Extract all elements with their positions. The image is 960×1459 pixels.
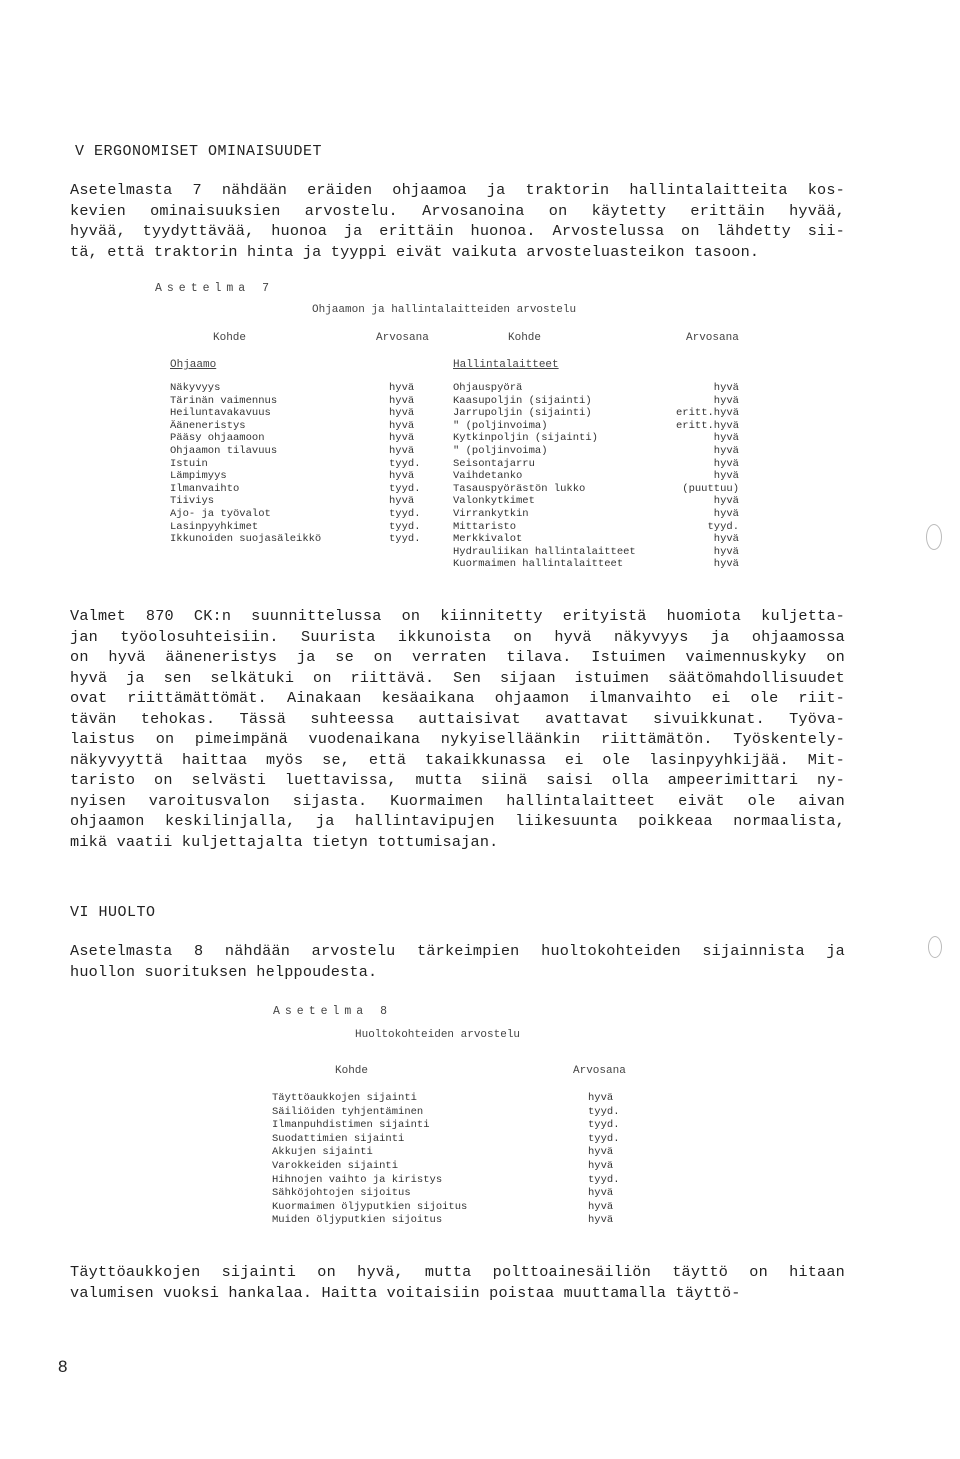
maintenance-intro-paragraph [70, 941, 845, 982]
table-cell: hyvä [389, 382, 415, 394]
table-cell: Ikkunoiden suojasäleikkö [170, 533, 322, 546]
table-cell: hyvä [588, 1146, 614, 1159]
table-cell: Hydrauliikan hallintalaitteet [453, 545, 636, 558]
table-cell: Muiden öljyputkien sijoitus [272, 1214, 443, 1227]
table-cell: eritt.hyvä [675, 419, 739, 432]
text-line: valumisen vuoksi hankalaa. Haitta voitaisiin poistaa muuttamalla täyttö- [70, 1283, 741, 1302]
table-cell: Säiliöiden tyhjentäminen [272, 1105, 424, 1118]
table-cell: Tiiviys [170, 495, 215, 508]
table-cell: " (poljinvoima) [453, 419, 548, 432]
table-cell: Täyttöaukkojen sijainti [272, 1092, 417, 1104]
table-cell: Näkyvyys [170, 382, 221, 394]
right-grade-column [640, 382, 739, 571]
page-number: 8 [58, 1357, 68, 1376]
table-cell: hyvä [713, 457, 739, 470]
intro-paragraph [70, 180, 845, 262]
table-cell: hyvä [389, 419, 415, 432]
left-item-column [170, 382, 321, 546]
table-cell: hyvä [713, 444, 739, 457]
column-header-arvosana-left: Arvosana [376, 332, 429, 344]
text-line: Täyttöaukkojen sijainti on hyvä, mutta polttoainesäiliön täyttö on hitaan [70, 1263, 845, 1281]
table-cell: Ohjaamon tilavuus [170, 444, 278, 457]
table-cell: Lasinpyyhkimet [170, 520, 259, 533]
text-line: laistus on pimeimpänä vuodenaikana nykyiselläänkin riittämätön. Työskentely- [70, 730, 845, 748]
table-cell: Valonkytkimet [453, 495, 535, 508]
table-cell: Virrankytkin [453, 507, 529, 520]
left-grade-column [389, 382, 421, 546]
text-line: nyisen varoitusvalon sijasta. Kuormaimen hallintalaitteet eivät ole aivan [70, 791, 845, 810]
text-line: Valmet 870 CK:n suunnittelussa on kiinnitetty erityistä huomiota kuljetta- [70, 607, 845, 625]
table-cell: Akkujen sijainti [272, 1146, 373, 1159]
section-heading-ergonomics: V ERGONOMISET OMINAISUUDET [75, 143, 323, 160]
table-cell: hyvä [713, 545, 739, 558]
closing-paragraph [70, 1262, 845, 1303]
right-item-column [453, 382, 636, 571]
group-label-hallintalaitteet: Hallintalaitteet [453, 359, 559, 371]
table-cell: Merkkivalot [453, 533, 523, 546]
table-cell: Tärinän vaimennus [170, 394, 278, 407]
table-cell: Hihnojen vaihto ja kiristys [272, 1173, 443, 1186]
maintenance-item-column [272, 1092, 467, 1228]
table-cell: Suodattimien sijainti [272, 1132, 405, 1145]
text-line: Asetelmasta 7 nähdään eräiden ohjaamoa ja traktorin hallintalaitteita kos- [70, 181, 845, 199]
table-cell: Lämpimyys [170, 470, 227, 483]
table-cell: hyvä [389, 432, 415, 445]
table-cell: hyvä [713, 382, 739, 394]
table-cell: Istuin [170, 457, 208, 470]
table-title: Ohjaamon ja hallintalaitteiden arvostelu [312, 304, 577, 316]
table-cell: tyyd. [588, 1132, 620, 1145]
table-cell: hyvä [713, 495, 739, 508]
table-cell: Sähköjohtojen sijoitus [272, 1187, 411, 1200]
table-cell: hyvä [389, 444, 415, 457]
text-line: jan työolosuhteisiin. Suurista ikkunoista on hyvä näkyvyys ja ohjaamossa [70, 627, 845, 646]
table-cell: hyvä [713, 558, 739, 571]
table-cell: hyvä [713, 432, 739, 445]
text-line: on hyvä ääneneristys ja se on verraten tilava. Istuimen vaimennuskyky on [70, 648, 845, 666]
table-cell: Ohjauspyörä [453, 382, 523, 394]
table-cell: tyyd. [707, 520, 739, 533]
table-cell: tyyd. [389, 482, 421, 495]
table-cell: tyyd. [389, 507, 421, 520]
text-line: hyvää, tyydyttävää, huonoa ja erittäin huonoa. Arvostelussa on lähdetty sii- [70, 222, 845, 240]
table-label: Asetelma 7 [155, 282, 275, 295]
text-line: huollon suorituksen helppoudesta. [70, 962, 378, 981]
table-cell: Ajo- ja työvalot [170, 507, 271, 520]
column-header-kohde: Kohde [335, 1065, 369, 1077]
table-cell: eritt.hyvä [675, 407, 739, 420]
table-cell: (puuttuu) [682, 482, 739, 495]
table-cell: tyyd. [389, 457, 421, 470]
table-cell: Mittaristo [453, 520, 517, 533]
table-cell: Kaasupoljin (sijainti) [453, 394, 592, 407]
table-cell: hyvä [588, 1092, 614, 1104]
table-cell: hyvä [389, 495, 415, 508]
table-cell: Heiluntavakavuus [170, 407, 271, 420]
table-cell: hyvä [713, 533, 739, 546]
body-paragraph-cab [70, 606, 845, 852]
table-cell: hyvä [713, 470, 739, 483]
table-cell: Pääsy ohjaamoon [170, 432, 265, 445]
table-cell: hyvä [588, 1214, 614, 1227]
table-cell: hyvä [389, 470, 415, 483]
table-cell: hyvä [588, 1187, 614, 1200]
table-cell: tyyd. [588, 1105, 620, 1118]
table-cell: Ilmanvaihto [170, 482, 240, 495]
table-cell: Ääneneristys [170, 419, 246, 432]
table-cell: hyvä [713, 394, 739, 407]
maintenance-grade-column [588, 1092, 620, 1228]
scan-speck [928, 936, 942, 958]
table-cell: hyvä [588, 1159, 614, 1172]
table-cell: hyvä [389, 407, 415, 420]
column-header-kohde-left: Kohde [213, 332, 247, 344]
table-cell: Jarrupoljin (sijainti) [453, 407, 592, 420]
column-header-arvosana: Arvosana [573, 1065, 626, 1077]
text-line: kevien ominaisuuksien arvostelu. Arvosanoina on käytetty erittäin hyvää, [70, 201, 845, 220]
table-cell: Kuormaimen öljyputkien sijoitus [272, 1200, 468, 1213]
text-line: näkyvyyttä haittaa myös se, että takaikkunassa ei ole lasinpyyhkijää. Mit- [70, 750, 845, 769]
table-cell: Vaihdetanko [453, 470, 523, 483]
group-label-ohjaamo: Ohjaamo [170, 359, 217, 371]
table-cell: tyyd. [389, 533, 421, 546]
table-cell: tyyd. [389, 520, 421, 533]
text-line: ovat riittämättömät. Ainakaan kesäaikana ohjaamon ilmanvaihto ei ole riit- [70, 689, 845, 707]
table-cell: Seisontajarru [453, 457, 535, 470]
scan-speck [926, 524, 942, 550]
text-line: tävän tehokas. Tässä suhteessa auttaisivat avattavat sivuikkunat. Työva- [70, 709, 845, 728]
table-cell: tyyd. [588, 1173, 620, 1186]
table-label: Asetelma 8 [273, 1005, 393, 1018]
table-cell: hyvä [713, 507, 739, 520]
section-heading-maintenance: VI HUOLTO [70, 904, 156, 921]
text-line: mikä vaatii kuljettajalta tietyn tottumisajan. [70, 832, 499, 851]
table-title: Huoltokohteiden arvostelu [355, 1029, 521, 1041]
table-cell: hyvä [588, 1200, 614, 1213]
text-line: Asetelmasta 8 nähdään arvostelu tärkeimpien huoltokohteiden sijainnista ja [70, 942, 845, 960]
table-cell: Kuormaimen hallintalaitteet [453, 558, 624, 571]
table-cell: Kytkinpoljin (sijainti) [453, 432, 598, 445]
text-line: hyvä ja sen selkätuki on riittävä. Sen sijaan istuimen säätömahdollisuudet [70, 668, 845, 687]
column-header-arvosana-right: Arvosana [686, 332, 739, 344]
text-line: tä, että traktorin hinta ja tyyppi eivät vaikuta arvosteluasteikon tasoon. [70, 242, 760, 261]
table-cell: " (poljinvoima) [453, 444, 548, 457]
column-header-kohde-right: Kohde [508, 332, 542, 344]
table-cell: hyvä [389, 394, 415, 407]
table-cell: Varokkeiden sijainti [272, 1159, 399, 1172]
table-cell: Tasauspyörästön lukko [453, 482, 586, 495]
text-line: taristo on selvästi luettavissa, mutta siinä saisi olla ampeerimittari ny- [70, 771, 845, 789]
text-line: ohjaamon keskilinjalla, ja hallintavipujen liikesuunta poikkeaa normaalista, [70, 812, 845, 830]
table-cell: Ilmanpuhdistimen sijainti [272, 1119, 430, 1132]
table-cell: tyyd. [588, 1119, 620, 1132]
